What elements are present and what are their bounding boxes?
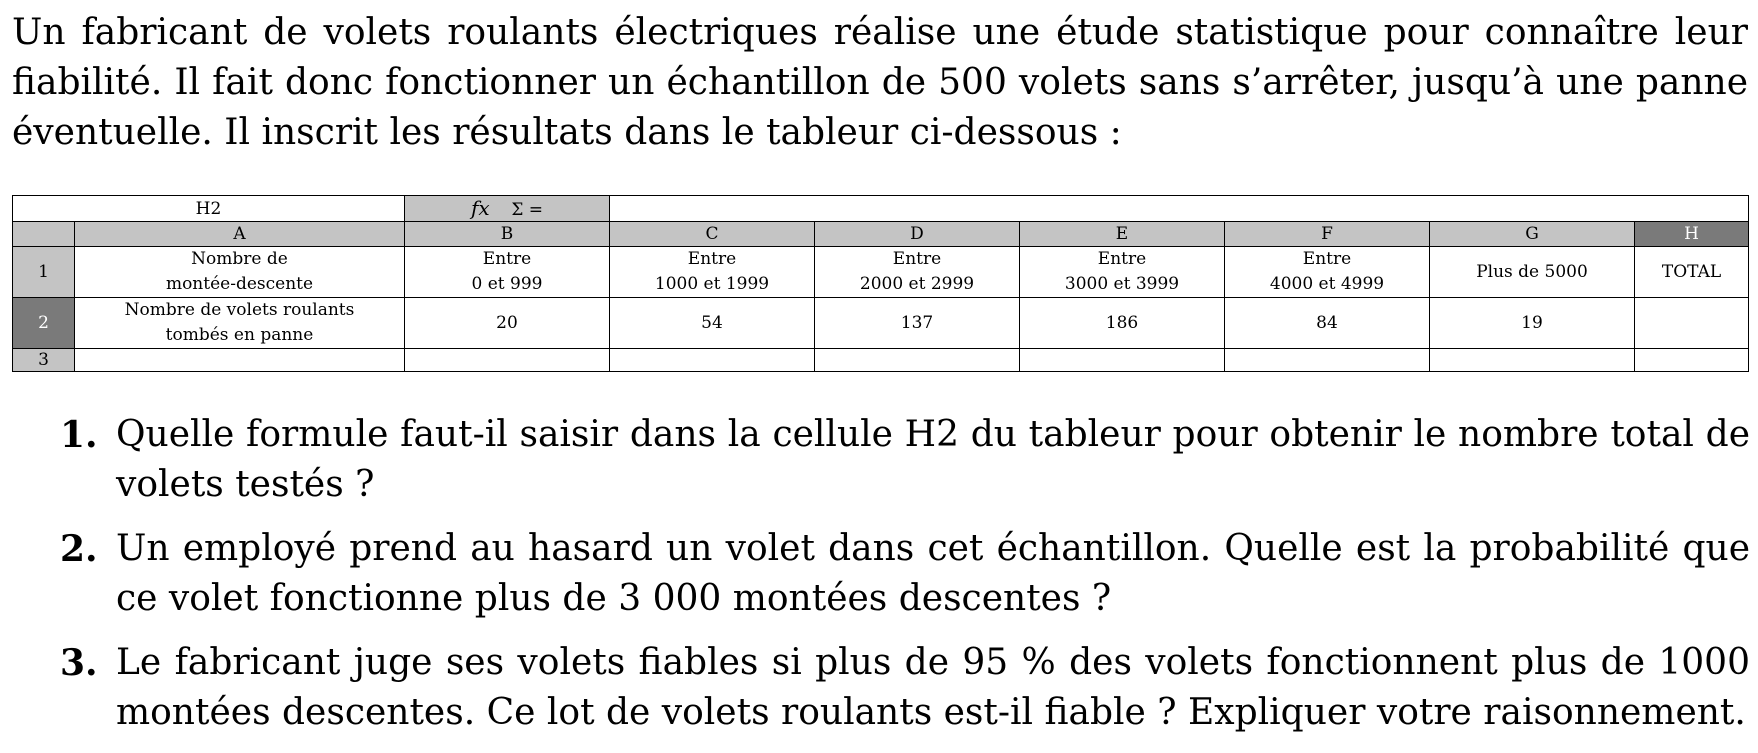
name-box[interactable]: H2	[13, 196, 405, 222]
select-all-corner[interactable]	[13, 222, 75, 247]
cell-c3[interactable]	[610, 349, 815, 372]
table-row	[13, 349, 1749, 372]
column-header-c[interactable]: C	[610, 222, 815, 247]
cell-e3[interactable]	[1020, 349, 1225, 372]
column-header-f[interactable]: F	[1225, 222, 1430, 247]
column-header-a[interactable]: A	[75, 222, 405, 247]
cell-h3[interactable]	[1635, 349, 1749, 372]
question-text: Quelle formule faut-il saisir dans la cellule H2 du tableur pour obtenir le nombre total de volets testés ?	[116, 414, 1750, 505]
column-headers	[13, 222, 1749, 247]
intro-paragraph: Un fabricant de volets roulants électriques réalise une étude statistique pour connaître leur fiabilité. Il fait donc fonctionner un échantillon de 500 volets sans s’arrêter, jusqu’à une panne éventuelle. Il inscrit les résultats dans le tableur ci-dessous :	[12, 12, 1748, 153]
column-header-b[interactable]: B	[405, 222, 610, 247]
row-header-3[interactable]: 3	[13, 349, 75, 372]
sum-icon[interactable]: Σ =	[511, 199, 543, 220]
column-header-g[interactable]: G	[1430, 222, 1635, 247]
spreadsheet	[12, 195, 1748, 379]
cell-a3[interactable]	[75, 349, 405, 372]
cell-g3[interactable]	[1430, 349, 1635, 372]
cell-h1[interactable]: TOTAL	[1635, 247, 1749, 298]
column-header-h[interactable]: H	[1635, 222, 1749, 247]
question-number: 2.	[60, 528, 98, 570]
formula-buttons	[405, 196, 610, 222]
cell-a1[interactable]: Nombre de montée-descente	[75, 247, 405, 298]
table-row	[13, 298, 1749, 349]
cell-f1[interactable]: Entre 4000 et 4999	[1225, 247, 1430, 298]
spreadsheet-grid	[12, 195, 1749, 372]
question-text: Le fabricant juge ses volets fiables si plus de 95 % des volets fonctionnent plus de 1000 montées descentes. Ce lot de volets roulants est-il fiable ? Expliquer votre raisonnement.	[116, 642, 1750, 733]
question-3	[60, 638, 1750, 738]
cell-a2[interactable]: Nombre de volets roulants tombés en panne	[75, 298, 405, 349]
cell-c2[interactable]: 54	[610, 298, 815, 349]
formula-input[interactable]	[610, 196, 1749, 222]
row-header-1[interactable]: 1	[13, 247, 75, 298]
cell-b1[interactable]: Entre 0 et 999	[405, 247, 610, 298]
question-number: 3.	[60, 642, 98, 684]
column-header-e[interactable]: E	[1020, 222, 1225, 247]
cell-c1[interactable]: Entre 1000 et 1999	[610, 247, 815, 298]
fx-icon[interactable]: fx	[471, 195, 490, 220]
question-1	[60, 410, 1750, 510]
cell-f2[interactable]: 84	[1225, 298, 1430, 349]
cell-b2[interactable]: 20	[405, 298, 610, 349]
row-header-2[interactable]: 2	[13, 298, 75, 349]
question-2	[60, 524, 1750, 624]
column-header-d[interactable]: D	[815, 222, 1020, 247]
cell-g1[interactable]: Plus de 5000	[1430, 247, 1635, 298]
cell-f3[interactable]	[1225, 349, 1430, 372]
cell-e1[interactable]: Entre 3000 et 3999	[1020, 247, 1225, 298]
question-number: 1.	[60, 414, 98, 456]
question-text: Un employé prend au hasard un volet dans cet échantillon. Quelle est la probabilité que ce volet fonctionne plus de 3 000 montées descentes ?	[116, 528, 1750, 619]
table-row	[13, 247, 1749, 298]
cell-d2[interactable]: 137	[815, 298, 1020, 349]
cell-d1[interactable]: Entre 2000 et 2999	[815, 247, 1020, 298]
cell-h2[interactable]	[1635, 298, 1749, 349]
question-list	[60, 410, 1750, 752]
cell-e2[interactable]: 186	[1020, 298, 1225, 349]
cell-d3[interactable]	[815, 349, 1020, 372]
formula-bar	[13, 196, 1749, 222]
cell-b3[interactable]	[405, 349, 610, 372]
cell-g2[interactable]: 19	[1430, 298, 1635, 349]
